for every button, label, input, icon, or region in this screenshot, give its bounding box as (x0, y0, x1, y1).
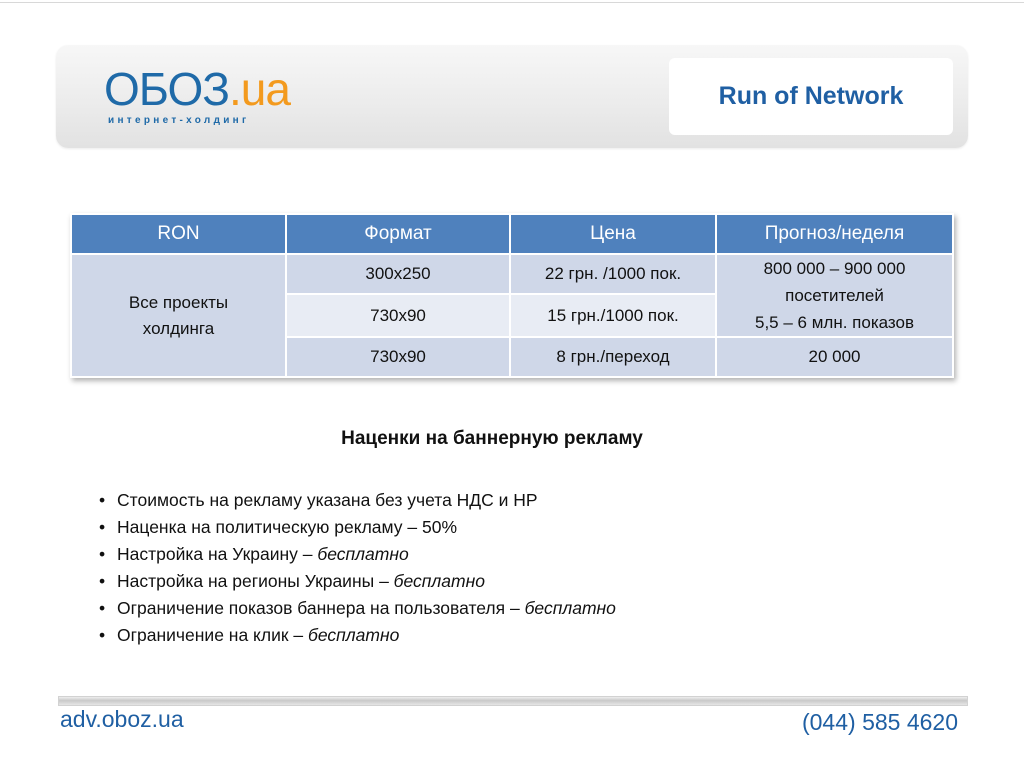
forecast-line: посетителей (785, 286, 884, 305)
forecast-cell (716, 254, 953, 337)
column-header-forecast: Прогноз/неделя (716, 214, 953, 254)
logo-wordmark (104, 63, 290, 115)
item-text: Настройка на регионы Украины – (117, 571, 394, 591)
oboz-logo[interactable] (104, 63, 314, 130)
list-item (98, 622, 616, 649)
format-cell: 300x250 (286, 254, 510, 294)
footer-divider (58, 696, 968, 706)
forecast-line: 800 000 – 900 000 (763, 259, 906, 278)
item-text: Ограничение показов баннера на пользователя – (117, 598, 525, 618)
table-header-row (71, 214, 953, 254)
column-header-format: Формат (286, 214, 510, 254)
forecast-line: 5,5 – 6 млн. показов (755, 313, 914, 332)
item-italic: бесплатно (308, 625, 400, 645)
item-text: Стоимость на рекламу указана без учета НДС и НР (117, 490, 538, 510)
item-text: Ограничение на клик – (117, 625, 308, 645)
pricing-table (70, 213, 954, 378)
logo-main-text: ОБОЗ (104, 63, 230, 115)
markups-heading: Наценки на баннерную рекламу (341, 428, 643, 449)
item-text: Наценка на политическую рекламу – 50% (117, 517, 458, 537)
format-cell: 730x90 (286, 294, 510, 337)
logo-accent-text: .ua (229, 63, 290, 115)
item-italic: бесплатно (524, 598, 616, 618)
logo-tagline: интернет-холдинг (108, 115, 250, 126)
slide-title: Run of Network (669, 58, 953, 135)
markups-list (98, 487, 616, 649)
price-cell: 8 грн./переход (510, 337, 716, 377)
item-italic: бесплатно (393, 571, 485, 591)
item-text: Настройка на Украину – (117, 544, 318, 564)
item-italic: бесплатно (317, 544, 409, 564)
list-item (98, 595, 616, 622)
format-cell: 730x90 (286, 337, 510, 377)
top-divider (0, 2, 1024, 3)
price-cell: 22 грн. /1000 пок. (510, 254, 716, 294)
price-cell: 15 грн./1000 пок. (510, 294, 716, 337)
list-item (98, 568, 616, 595)
website-link[interactable]: adv.oboz.ua (60, 706, 184, 732)
table-row (71, 254, 953, 294)
column-header-price: Цена (510, 214, 716, 254)
list-item (98, 487, 616, 514)
list-item (98, 541, 616, 568)
forecast-cell: 20 000 (716, 337, 953, 377)
projects-label: Все проекты холдинга (128, 292, 229, 338)
phone-number: (044) 585 4620 (801, 709, 958, 735)
projects-cell (71, 254, 286, 377)
list-item (98, 514, 616, 541)
column-header-ron: RON (71, 214, 286, 254)
